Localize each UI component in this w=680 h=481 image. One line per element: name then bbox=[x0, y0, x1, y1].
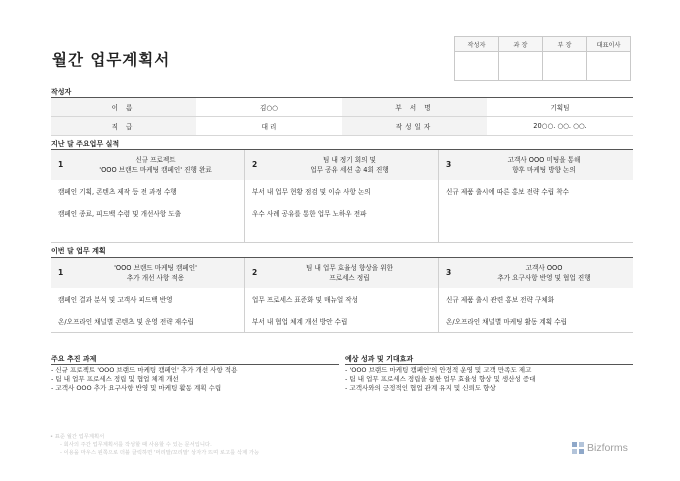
outcomes-label: 예상 성과 및 기대효과 bbox=[345, 355, 414, 363]
item-title: 신규 프로젝트 bbox=[135, 156, 176, 164]
note-title: • 표준 월간 업무계획서 bbox=[50, 434, 105, 440]
outcome-item: - 'OOO 브랜드 마케팅 캠페인'의 안정적 운영 및 고객 만족도 제고 bbox=[345, 366, 532, 374]
detail-text: 업무 프로세스 표준화 및 매뉴얼 작성 bbox=[252, 296, 359, 304]
approval-ceo: 대표이사 bbox=[587, 37, 631, 52]
approval-sign-cell[interactable] bbox=[455, 52, 499, 81]
item-title: 팀 내 업무 효율성 향상을 위한 bbox=[306, 264, 393, 272]
detail-text: 부서 내 업무 현황 점검 및 이슈 사항 논의 bbox=[252, 188, 371, 196]
footer-notes bbox=[50, 433, 259, 457]
detail-text: 온/오프라인 채널별 마케팅 활동 계획 수립 bbox=[446, 318, 567, 326]
approval-table bbox=[454, 36, 631, 81]
approval-manager: 과 장 bbox=[499, 37, 543, 52]
item-number: 2 bbox=[252, 268, 258, 277]
approval-director: 부 장 bbox=[543, 37, 587, 52]
detail-text: 캠페인 결과 분석 및 고객사 피드백 반영 bbox=[58, 296, 173, 304]
approval-sign-cell[interactable] bbox=[499, 52, 543, 81]
tasks-list bbox=[51, 365, 339, 392]
last-month-grid bbox=[51, 150, 633, 242]
this-month-label: 이번 달 업무 계획 bbox=[51, 247, 106, 255]
item-header bbox=[439, 258, 633, 288]
outcome-item: - 고객사와의 긍정적인 협업 관계 유지 및 신뢰도 향상 bbox=[345, 384, 496, 392]
task-item: - 신규 프로젝트 'OOO 브랜드 마케팅 캠페인' 추가 개선 사항 적용 bbox=[51, 366, 238, 374]
last-month-item-2 bbox=[245, 150, 439, 242]
item-header bbox=[245, 150, 438, 180]
item-title: 팀 내 정기 회의 및 bbox=[323, 156, 376, 164]
bizforms-logo-icon bbox=[572, 442, 584, 454]
item-subtitle: 'OOO 브랜드 마케팅 캠페인' 진행 완료 bbox=[99, 166, 212, 174]
detail-text: 캠페인 종료, 피드백 수렴 및 개선사항 도출 bbox=[58, 210, 181, 218]
date-label: 작성일자 bbox=[342, 117, 487, 136]
item-number: 1 bbox=[58, 268, 64, 277]
this-month-item-1 bbox=[51, 258, 245, 332]
item-subtitle: 프로세스 정립 bbox=[329, 274, 370, 282]
item-number: 1 bbox=[58, 160, 64, 169]
author-info-table bbox=[51, 98, 633, 136]
detail-text: 우수 사례 공유를 통한 업무 노하우 전파 bbox=[252, 210, 367, 218]
item-title: 고객사 OOO bbox=[525, 264, 563, 272]
department-label: 부 서 명 bbox=[342, 98, 487, 117]
item-number: 3 bbox=[446, 268, 452, 277]
author-section-label: 작성자 bbox=[51, 88, 72, 96]
outcomes-list bbox=[345, 365, 633, 392]
name-value[interactable]: 김○○ bbox=[196, 98, 342, 117]
approval-sign-cell[interactable] bbox=[543, 52, 587, 81]
last-month-label: 지난 달 주요업무 실적 bbox=[51, 140, 120, 148]
item-header bbox=[51, 258, 244, 288]
note-line: - 회사의 주간 업무계획서를 작성할 때 사용할 수 있는 문서입니다. bbox=[60, 442, 212, 448]
brand-name: Bizforms bbox=[587, 442, 628, 454]
item-title: 고객사 OOO 미팅을 통해 bbox=[507, 156, 581, 164]
note-line: - 이용을 마우스 왼쪽으로 더블 클릭하면 '머리말/꼬리말' 상자가 뜨며 로고를 삭제 가능 bbox=[60, 450, 260, 456]
item-subtitle: 추가 요구사항 반영 및 협업 진행 bbox=[497, 274, 591, 282]
detail-text: 온/오프라인 채널별 콘텐츠 및 운영 전략 재수립 bbox=[58, 318, 194, 326]
name-label: 이 름 bbox=[51, 98, 196, 117]
position-label: 직 급 bbox=[51, 117, 196, 136]
this-month-item-3 bbox=[439, 258, 633, 332]
approval-author: 작성자 bbox=[455, 37, 499, 52]
item-number: 2 bbox=[252, 160, 258, 169]
date-value[interactable]: 20○○. ○○. ○○. bbox=[487, 117, 633, 136]
item-title: 'OOO 브랜드 마케팅 캠페인' bbox=[114, 264, 197, 272]
divider bbox=[51, 332, 633, 333]
tasks-label: 주요 추진 과제 bbox=[51, 355, 97, 363]
approval-sign-cell[interactable] bbox=[587, 52, 631, 81]
item-number: 3 bbox=[446, 160, 452, 169]
detail-text: 캠페인 기획, 콘텐츠 제작 등 전 과정 수행 bbox=[58, 188, 177, 196]
this-month-grid bbox=[51, 258, 633, 332]
item-subtitle: 향후 마케팅 방향 논의 bbox=[512, 166, 576, 174]
outcome-item: - 팀 내 업무 프로세스 정립을 통한 업무 효율성 향상 및 생산성 증대 bbox=[345, 375, 536, 383]
item-header bbox=[245, 258, 438, 288]
position-value[interactable]: 대 리 bbox=[196, 117, 342, 136]
item-subtitle: 추가 개선 사항 적용 bbox=[126, 274, 185, 282]
item-header bbox=[51, 150, 244, 180]
task-item: - 고객사 OOO 추가 요구사항 반영 및 마케팅 활동 계획 수립 bbox=[51, 384, 222, 392]
last-month-item-1 bbox=[51, 150, 245, 242]
last-month-item-3 bbox=[439, 150, 633, 242]
brand-logo bbox=[572, 442, 628, 454]
task-item: - 팀 내 업무 프로세스 정립 및 협업 체계 개선 bbox=[51, 375, 179, 383]
divider bbox=[51, 242, 633, 243]
this-month-item-2 bbox=[245, 258, 439, 332]
detail-text: 신규 제품 출시에 따른 홍보 전략 수립 착수 bbox=[446, 188, 569, 196]
detail-text: 부서 내 협업 체계 개선 방안 수립 bbox=[252, 318, 348, 326]
item-header bbox=[439, 150, 633, 180]
department-value[interactable]: 기획팀 bbox=[487, 98, 633, 117]
page-title: 월간 업무계획서 bbox=[52, 51, 171, 69]
item-subtitle: 업무 공유 세션 총 4회 진행 bbox=[310, 166, 389, 174]
detail-text: 신규 제품 출시 관련 홍보 전략 구체화 bbox=[446, 296, 555, 304]
